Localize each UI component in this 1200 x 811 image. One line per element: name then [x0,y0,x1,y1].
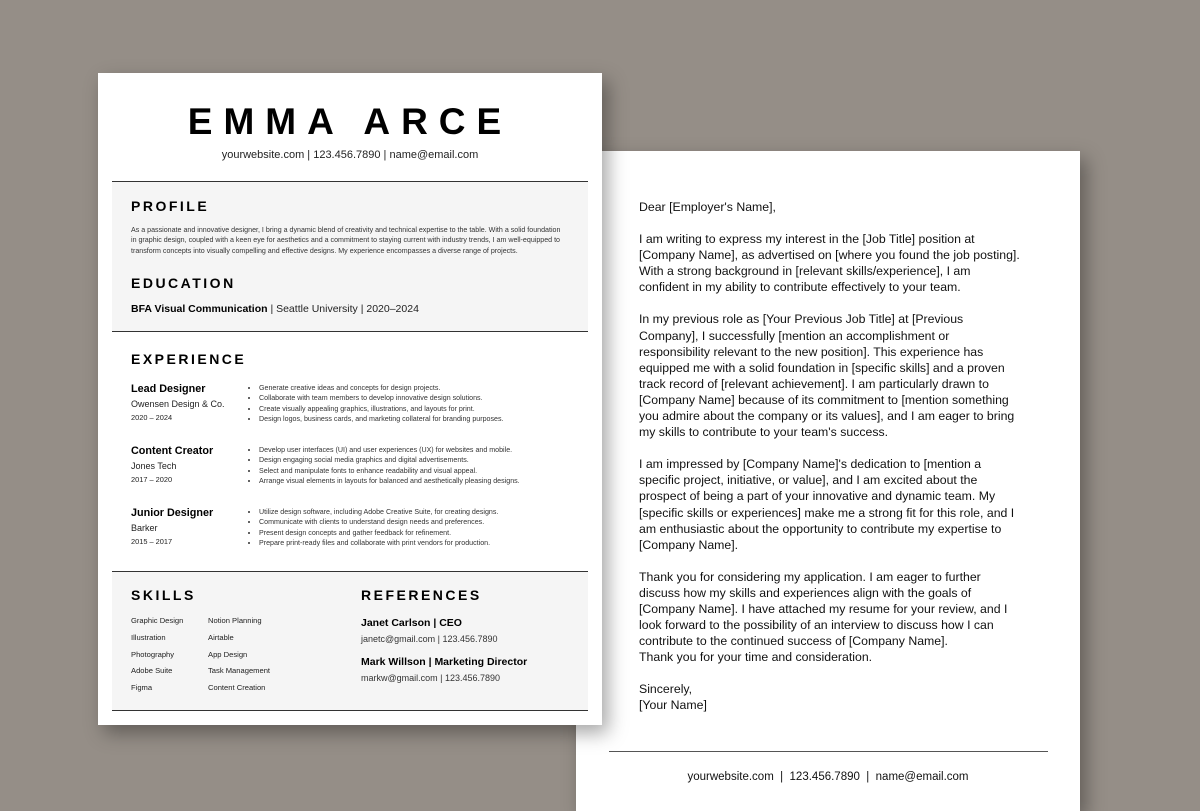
divider [112,331,588,332]
resume-page [98,73,602,725]
job-bullet: • Design logos, business cards, and marketing collateral for branding purposes. [259,414,589,424]
reference-entry [361,617,498,644]
skill-item: Adobe Suite [131,666,173,676]
job-bullet: • Generate creative ideas and concepts for design projects. [259,383,589,393]
education-degree: BFA Visual Communication [131,303,268,315]
education-heading: EDUCATION [131,275,236,291]
profile-heading: PROFILE [131,198,210,214]
paragraph-intro: I am writing to express my interest in the [Job Title] position at [Company Name], as advertised on [where you found the job posting]. With a strong background in [relevant skills/experience], I am confident in my ability to contribute effectively to your team. [639,232,1020,295]
job-bullet: • Design engaging social media graphics and digital advertisements. [259,455,589,465]
reference-contact: janetc@gmail.com | 123.456.7890 [361,634,498,644]
experience-heading: EXPERIENCE [131,351,247,367]
job-company: Barker [131,523,158,533]
resume-name: EMMA ARCE [187,101,513,142]
job-dates: 2017 – 2020 [131,475,173,484]
reference-name: Mark Willson | Marketing Director [361,656,528,668]
job-bullets [250,445,589,487]
skills-heading: SKILLS [131,587,196,603]
job-entry [131,507,251,546]
skill-item: Task Management [208,666,271,676]
job-entry [131,383,251,422]
cover-letter-body [639,199,1021,730]
job-company: Jones Tech [131,461,177,471]
paragraph-closing: Thank you for considering my application. I am eager to further discuss how my skills and experiences align with the goals of [Company Name]. I have attached my resume for your review, and I look forward to the possibility of an interview to discuss how I can contribute to the continued success of [Company Name]. Thank you for your time and consideration. [639,569,1008,665]
references-heading: REFERENCES [361,587,482,603]
job-dates: 2020 – 2024 [131,413,173,422]
education-details: | Seattle University | 2020–2024 [267,303,419,315]
job-company: Owensen Design & Co. [131,399,225,409]
signature: Sincerely, [Your Name] [639,682,707,713]
paragraph-company: I am impressed by [Company Name]'s dedication to [mention a specific project, initiative, or value], and I am excited about the prospect of being a part of your innovative and dynamic team. My [specific skills or experiences] make me a strong fit for this role, and I am enthusiastic about the opportunity to contribute my expertise to [Company Name]. [639,457,1015,552]
skill-item: Photography [131,649,175,659]
skill-item: Airtable [208,632,234,642]
skill-item: Illustration [131,632,166,642]
job-entry [131,445,251,484]
cover-letter-footer: yourwebsite.com | 123.456.7890 | name@email.com [687,771,969,783]
job-bullet: • Collaborate with team members to develop innovative design solutions. [259,393,589,403]
job-bullets [250,383,589,425]
skill-item: Graphic Design [131,616,184,625]
job-bullet: • Communicate with clients to understand design needs and preferences. [259,517,589,527]
divider [112,710,588,711]
education-entry [131,303,419,315]
profile-text: As a passionate and innovative designer, I bring a dynamic blend of creativity and technical expertise to the table. With a solid foundation in graphic design, coupled with a keen eye for aesthetics and a commitment to staying current with industry trends, I am well-equipped to transform concepts into visually compelling and effective designs. My experience encompasses a diverse range of projects. [131,226,561,255]
skill-item: Figma [131,683,153,693]
skill-item: Content Creation [208,683,266,693]
reference-contact: markw@gmail.com | 123.456.7890 [361,673,501,683]
job-title: Content Creator [131,445,214,457]
job-dates: 2015 – 2017 [131,537,173,546]
job-bullet: • Utilize design software, including Adobe Creative Suite, for creating designs. [259,507,589,517]
salutation: Dear [Employer's Name], [639,200,776,214]
job-bullets [250,507,589,549]
skills-column [131,616,211,700]
paragraph-experience: In my previous role as [Your Previous Job Title] at [Previous Company], I successfully [mention an accomplishment or responsibility relevant to the new position]. This experience has equipped me with a solid foundation in [specific skills] and a proven track record of [relevant achievement]. I am particularly drawn to [Company Name] because of its commitment to [mention something you admire about the company or its values], and I am eager to bring my skills to contribute to your team's success. [639,312,1015,440]
reference-entry [361,656,527,683]
job-bullet: • Develop user interfaces (UI) and user experiences (UX) for websites and mobile. [259,445,589,455]
skill-item: Notion Planning [208,616,262,625]
resume-contact: yourwebsite.com | 123.456.7890 | name@email.com [221,149,479,161]
footer-divider [609,751,1048,752]
skills-column [208,616,308,700]
job-title: Lead Designer [131,383,206,395]
job-bullet: • Select and manipulate fonts to enhance readability and visual appeal. [259,466,589,476]
job-bullet: • Prepare print-ready files and collaborate with print vendors for production. [259,538,589,548]
job-bullet: • Present design concepts and gather feedback for refinement. [259,528,589,538]
job-title: Junior Designer [131,507,214,519]
reference-name: Janet Carlson | CEO [361,617,462,629]
cover-letter-page [576,151,1080,811]
skill-item: App Design [208,649,248,659]
job-bullet: • Create visually appealing graphics, illustrations, and layouts for print. [259,404,589,414]
job-bullet: • Arrange visual elements in layouts for balanced and aesthetically pleasing designs. [259,476,589,486]
